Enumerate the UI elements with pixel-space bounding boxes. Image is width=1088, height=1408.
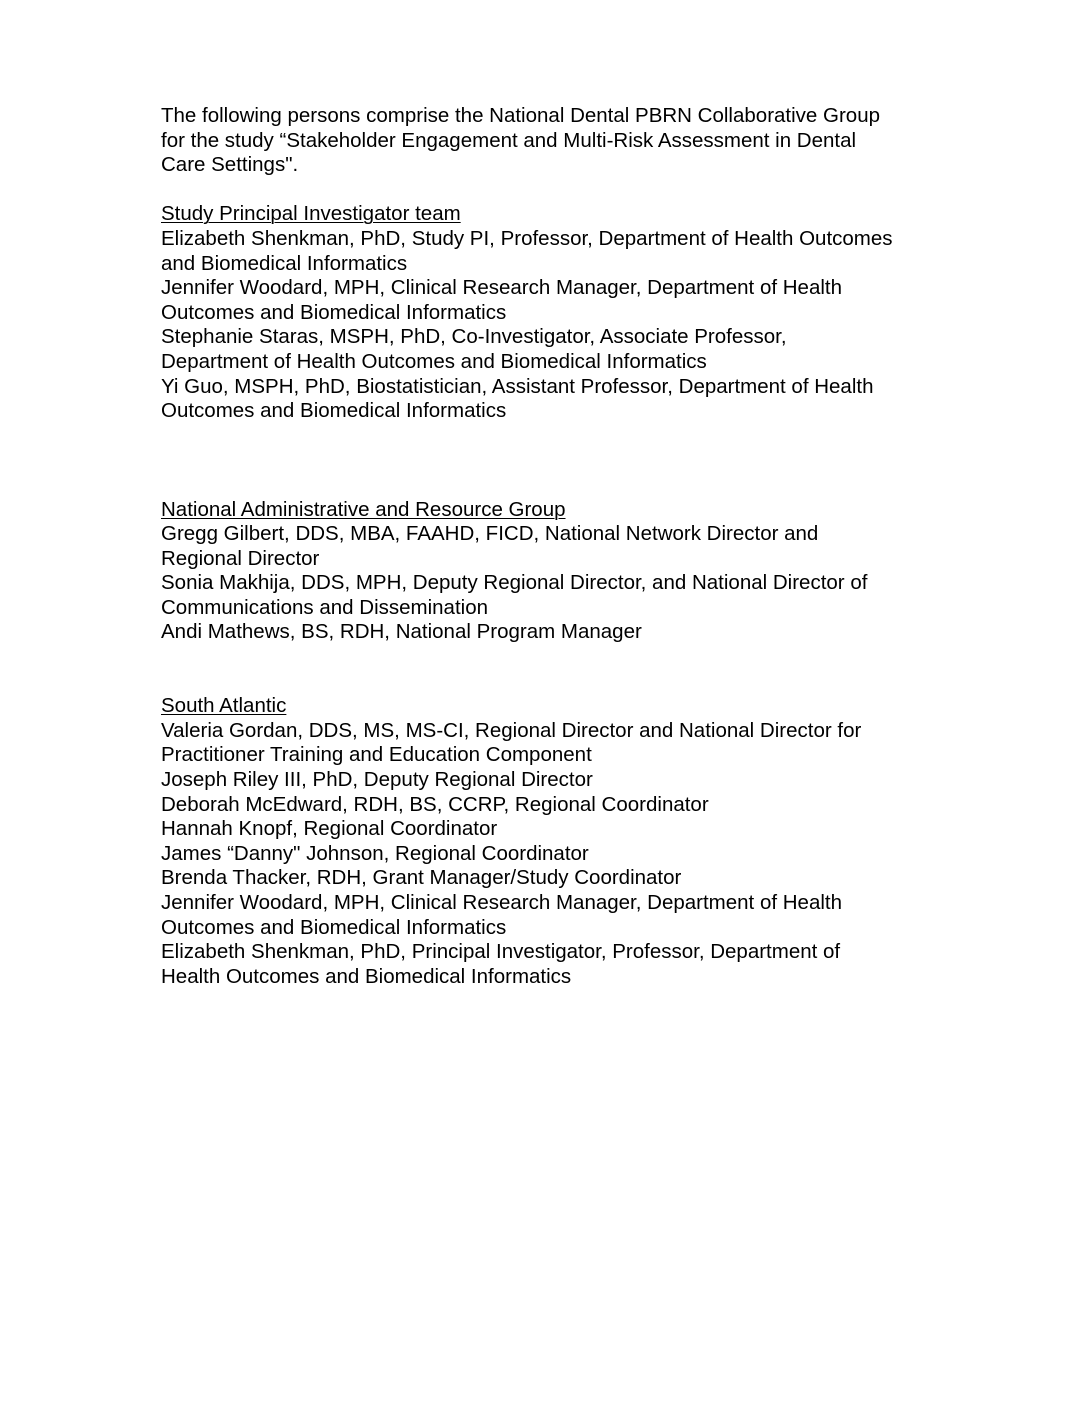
- section-heading: National Administrative and Resource Group: [161, 497, 566, 521]
- member-line: Outcomes and Biomedical Informatics: [161, 300, 507, 324]
- member-line: Communications and Dissemination: [161, 595, 489, 619]
- member-line: Hannah Knopf, Regional Coordinator: [161, 817, 498, 841]
- member-line: Gregg Gilbert, DDS, MBA, FAAHD, FICD, National Network Director and: [161, 522, 819, 546]
- member-line: Valeria Gordan, DDS, MS, MS-CI, Regional Director and National Director for: [161, 718, 862, 742]
- spacer: [161, 645, 961, 694]
- member-line: and Biomedical Informatics: [161, 251, 408, 275]
- intro-line: The following persons comprise the National Dental PBRN Collaborative Group: [161, 104, 880, 127]
- intro-paragraph: [161, 104, 961, 178]
- intro-line: for the study “Stakeholder Engagement and Multi-Risk Assessment in Dental: [161, 128, 857, 152]
- member-line: Practitioner Training and Education Component: [161, 743, 592, 767]
- member-line: Sonia Makhija, DDS, MPH, Deputy Regional Director, and National Director of: [161, 571, 868, 595]
- spacer: [161, 424, 961, 498]
- member-line: Andi Mathews, BS, RDH, National Program Manager: [161, 620, 642, 644]
- member-line: Outcomes and Biomedical Informatics: [161, 915, 507, 939]
- spacer: [161, 178, 961, 203]
- member-line: Yi Guo, MSPH, PhD, Biostatistician, Assistant Professor, Department of Health: [161, 374, 874, 398]
- member-line: James “Danny" Johnson, Regional Coordinator: [161, 841, 589, 865]
- member-line: Department of Health Outcomes and Biomedical Informatics: [161, 349, 707, 373]
- intro-line: Care Settings".: [161, 153, 299, 177]
- member-line: Jennifer Woodard, MPH, Clinical Research Manager, Department of Health: [161, 891, 842, 915]
- section-national-admin-group: [161, 498, 961, 646]
- member-line: Brenda Thacker, RDH, Grant Manager/Study Coordinator: [161, 866, 682, 890]
- member-line: Stephanie Staras, MSPH, PhD, Co-Investigator, Associate Professor,: [161, 325, 787, 349]
- member-line: Regional Director: [161, 546, 320, 570]
- member-line: Outcomes and Biomedical Informatics: [161, 399, 507, 423]
- member-line: Elizabeth Shenkman, PhD, Study PI, Professor, Department of Health Outcomes: [161, 226, 893, 250]
- document-content: [161, 104, 961, 989]
- member-line: Jennifer Woodard, MPH, Clinical Research Manager, Department of Health: [161, 276, 842, 300]
- member-line: Deborah McEdward, RDH, BS, CCRP, Regional Coordinator: [161, 792, 709, 816]
- section-study-pi-team: [161, 202, 961, 423]
- section-heading: South Atlantic: [161, 694, 287, 718]
- member-line: Joseph Riley III, PhD, Deputy Regional Director: [161, 768, 593, 792]
- section-south-atlantic: [161, 694, 961, 989]
- member-line: Health Outcomes and Biomedical Informatics: [161, 964, 572, 988]
- member-line: Elizabeth Shenkman, PhD, Principal Investigator, Professor, Department of: [161, 940, 841, 964]
- section-heading: Study Principal Investigator team: [161, 202, 461, 226]
